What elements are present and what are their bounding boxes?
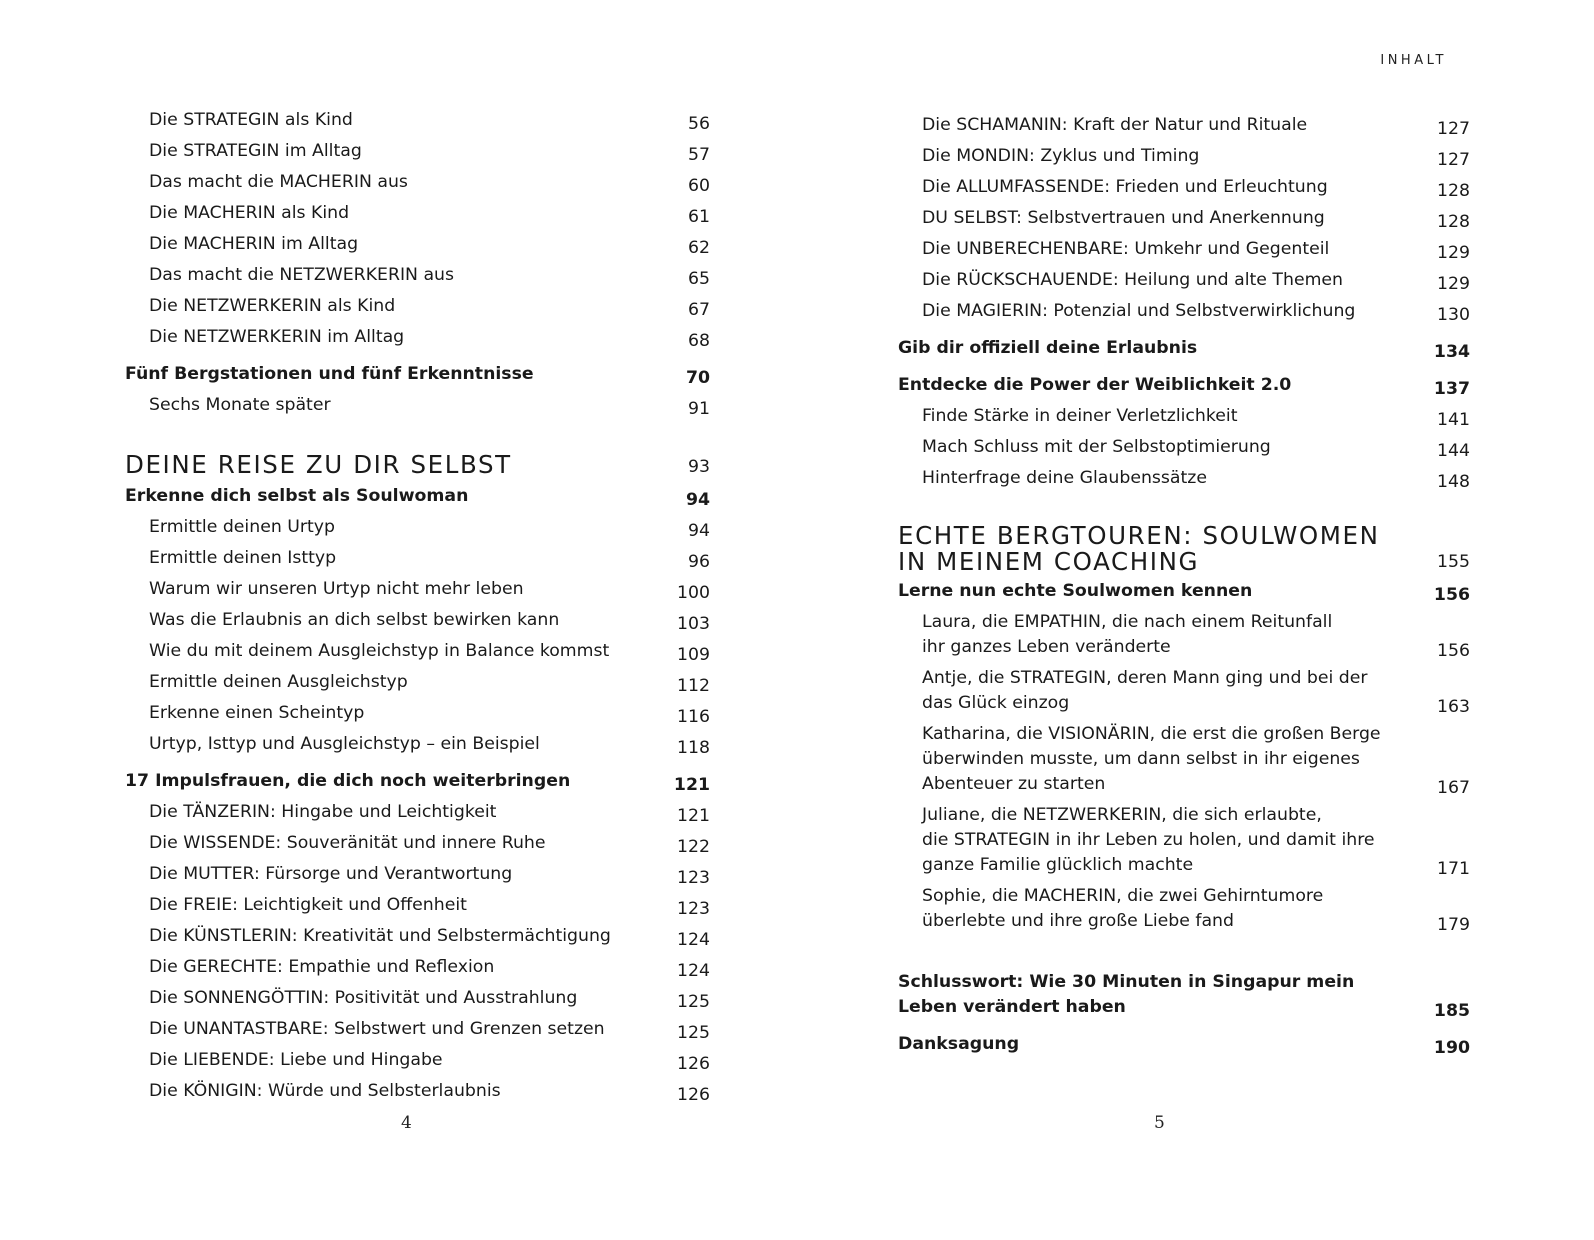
toc-entry-title: Katharina, die VISIONÄRIN, die erst die großen Berge überwinden musste, um dann selbst in ihr eigenes Abenteuer zu starten	[922, 724, 1381, 794]
toc-entry[interactable]	[125, 325, 710, 356]
toc-chapter-title: Danksagung	[898, 1034, 1020, 1054]
toc-chapter-entry[interactable]	[898, 970, 1470, 1026]
toc-entry-title: Wie du mit deinem Ausgleichstyp in Balance kommst	[149, 641, 610, 661]
toc-entry-title: Die UNANTASTBARE: Selbstwert und Grenzen setzen	[149, 1019, 605, 1039]
toc-entry-page: 124	[677, 930, 710, 950]
toc-entry-page: 171	[1437, 859, 1470, 879]
toc-entry[interactable]	[125, 1079, 710, 1110]
toc-entry[interactable]	[898, 237, 1470, 268]
toc-chapter-title: Erkenne dich selbst als Soulwoman	[125, 486, 469, 506]
toc-entry-page: 122	[677, 837, 710, 857]
toc-entry-page: 123	[677, 868, 710, 888]
toc-chapter-entry[interactable]	[125, 769, 710, 800]
toc-entry[interactable]	[125, 893, 710, 924]
toc-chapter-entry[interactable]	[125, 484, 710, 515]
toc-entry-page: 126	[677, 1054, 710, 1074]
toc-entry-page: 163	[1437, 697, 1470, 717]
toc-entry[interactable]	[125, 393, 710, 424]
toc-entry-page: 65	[688, 269, 710, 289]
toc-entry-title: Die NETZWERKERIN als Kind	[149, 296, 396, 316]
toc-entry[interactable]	[898, 466, 1470, 497]
toc-entry-page: 103	[677, 614, 710, 634]
toc-entry-title: Ermittle deinen Urtyp	[149, 517, 335, 537]
toc-entry-page: 116	[677, 707, 710, 727]
toc-entry[interactable]	[125, 170, 710, 201]
toc-entry-title: Die UNBERECHENBARE: Umkehr und Gegenteil	[922, 239, 1330, 259]
toc-entry-page: 56	[688, 114, 710, 134]
toc-entry-page: 61	[688, 207, 710, 227]
toc-entry[interactable]	[125, 263, 710, 294]
toc-entry-page: 70	[685, 368, 710, 388]
toc-entry[interactable]	[125, 201, 710, 232]
toc-entry[interactable]	[898, 299, 1470, 330]
table-of-contents-left	[125, 108, 710, 1110]
toc-entry[interactable]	[898, 803, 1470, 884]
toc-entry-title: Die MACHERIN als Kind	[149, 203, 350, 223]
toc-entry[interactable]	[125, 546, 710, 577]
toc-entry-page: 190	[1433, 1038, 1470, 1058]
toc-entry-page: 125	[677, 992, 710, 1012]
toc-entry-title: Ermittle deinen Isttyp	[149, 548, 337, 568]
toc-entry[interactable]	[898, 666, 1470, 722]
toc-entry[interactable]	[898, 144, 1470, 175]
toc-entry-title: Die MONDIN: Zyklus und Timing	[922, 146, 1200, 166]
table-of-contents-right	[898, 113, 1470, 1063]
toc-entry-page: 167	[1437, 778, 1470, 798]
toc-entry-title: Die KÖNIGIN: Würde und Selbsterlaubnis	[149, 1081, 501, 1101]
toc-entry-page: 179	[1437, 915, 1470, 935]
toc-chapter-title: Gib dir offiziell deine Erlaubnis	[898, 338, 1198, 358]
toc-entry-page: 125	[677, 1023, 710, 1043]
toc-entry-title: Die KÜNSTLERIN: Kreativität und Selbstermächtigung	[149, 926, 611, 946]
toc-entry-title: Die NETZWERKERIN im Alltag	[149, 327, 405, 347]
toc-entry[interactable]	[125, 639, 710, 670]
toc-entry[interactable]	[898, 884, 1470, 940]
toc-entry-page: 62	[688, 238, 710, 258]
toc-entry-page: 185	[1433, 1001, 1470, 1021]
toc-entry-page: 67	[688, 300, 710, 320]
toc-entry-title: Hinterfrage deine Glaubenssätze	[922, 468, 1207, 488]
toc-entry-page: 93	[688, 457, 710, 477]
toc-entry-title: Urtyp, Isttyp und Ausgleichstyp – ein Beispiel	[149, 734, 540, 754]
toc-entry[interactable]	[125, 1048, 710, 1079]
toc-entry[interactable]	[898, 206, 1470, 237]
toc-entry-page: 118	[677, 738, 710, 758]
toc-entry-title: Das macht die MACHERIN aus	[149, 172, 408, 192]
toc-entry-title: Die SONNENGÖTTIN: Positivität und Ausstrahlung	[149, 988, 578, 1008]
toc-entry[interactable]	[125, 608, 710, 639]
toc-entry-page: 123	[677, 899, 710, 919]
toc-entry-page: 128	[1437, 212, 1470, 232]
toc-entry-title: DU SELBST: Selbstvertrauen und Anerkennung	[922, 208, 1325, 228]
toc-entry[interactable]	[125, 515, 710, 546]
toc-entry-title: Die TÄNZERIN: Hingabe und Leichtigkeit	[149, 802, 497, 822]
toc-chapter-title: 17 Impulsfrauen, die dich noch weiterbringen	[125, 771, 571, 791]
toc-entry-page: 130	[1437, 305, 1470, 325]
running-head: INHALT	[1380, 53, 1447, 68]
toc-entry-title: Die MACHERIN im Alltag	[149, 234, 359, 254]
right-page	[797, 0, 1594, 1240]
toc-entry-page: 68	[688, 331, 710, 351]
toc-entry-page: 94	[688, 521, 710, 541]
toc-entry-page: 129	[1437, 274, 1470, 294]
toc-chapter-entry[interactable]	[898, 373, 1470, 404]
toc-entry-title: Laura, die EMPATHIN, die nach einem Reitunfall ihr ganzes Leben veränderte	[922, 612, 1333, 657]
toc-entry-title: Antje, die STRATEGIN, deren Mann ging und bei der das Glück einzog	[922, 668, 1368, 713]
toc-entry-page: 141	[1437, 410, 1470, 430]
toc-part-title: ECHTE BERGTOUREN: SOULWOMEN IN MEINEM COACHING	[898, 521, 1380, 576]
toc-entry-title: Die SCHAMANIN: Kraft der Natur und Rituale	[922, 115, 1308, 135]
toc-entry-title: Erkenne einen Scheintyp	[149, 703, 365, 723]
toc-entry[interactable]	[898, 268, 1470, 299]
toc-entry-page: 134	[1433, 342, 1470, 362]
toc-entry-page: 127	[1437, 119, 1470, 139]
toc-entry-title: Die GERECHTE: Empathie und Reflexion	[149, 957, 495, 977]
page-number: 4	[401, 1113, 412, 1133]
toc-entry-title: Die LIEBENDE: Liebe und Hingabe	[149, 1050, 443, 1070]
toc-entry-page: 148	[1437, 472, 1470, 492]
toc-entry[interactable]	[898, 435, 1470, 466]
toc-entry-title: Die FREIE: Leichtigkeit und Offenheit	[149, 895, 467, 915]
toc-entry-title: Mach Schluss mit der Selbstoptimierung	[922, 437, 1271, 457]
toc-entry[interactable]	[125, 108, 710, 139]
toc-entry-page: 156	[1433, 585, 1470, 605]
toc-chapter-entry[interactable]	[898, 336, 1470, 367]
toc-entry-title: Sechs Monate später	[149, 395, 331, 415]
toc-entry-page: 91	[688, 399, 710, 419]
toc-entry[interactable]	[898, 610, 1470, 666]
toc-entry[interactable]	[125, 139, 710, 170]
toc-entry-title: Die STRATEGIN im Alltag	[149, 141, 362, 161]
toc-entry-page: 144	[1437, 441, 1470, 461]
toc-entry-title: Ermittle deinen Ausgleichstyp	[149, 672, 408, 692]
toc-entry-page: 137	[1433, 379, 1470, 399]
toc-entry-title: Finde Stärke in deiner Verletzlichkeit	[922, 406, 1238, 426]
toc-entry-page: 127	[1437, 150, 1470, 170]
toc-entry-page: 156	[1437, 641, 1470, 661]
toc-entry[interactable]	[125, 670, 710, 701]
toc-entry-page: 109	[677, 645, 710, 665]
toc-entry[interactable]	[125, 800, 710, 831]
toc-entry[interactable]	[125, 955, 710, 986]
page-number: 5	[1154, 1113, 1165, 1133]
toc-entry[interactable]	[898, 722, 1470, 803]
toc-chapter-entry[interactable]	[898, 579, 1470, 610]
toc-entry-title: Die RÜCKSCHAUENDE: Heilung und alte Themen	[922, 270, 1343, 290]
toc-chapter-title: Entdecke die Power der Weiblichkeit 2.0	[898, 375, 1292, 395]
toc-entry[interactable]	[898, 113, 1470, 144]
toc-chapter-title: Fünf Bergstationen und fünf Erkenntnisse	[125, 364, 534, 384]
toc-part-heading[interactable]	[898, 519, 1470, 579]
toc-entry-title: Die MUTTER: Fürsorge und Verantwortung	[149, 864, 513, 884]
toc-entry-page: 112	[677, 676, 710, 696]
toc-chapter-entry[interactable]	[125, 362, 710, 393]
toc-entry-page: 96	[688, 552, 710, 572]
toc-entry[interactable]	[125, 294, 710, 325]
toc-entry-page: 126	[677, 1085, 710, 1105]
toc-entry-title: Was die Erlaubnis an dich selbst bewirken kann	[149, 610, 560, 630]
toc-entry-title: Sophie, die MACHERIN, die zwei Gehirntumore überlebte und ihre große Liebe fand	[922, 886, 1324, 931]
toc-entry-title: Die WISSENDE: Souveränität und innere Ruhe	[149, 833, 546, 853]
toc-entry-page: 100	[677, 583, 710, 603]
toc-entry[interactable]	[125, 924, 710, 955]
toc-part-title: DEINE REISE ZU DIR SELBST	[125, 450, 512, 479]
toc-entry-title: Das macht die NETZWERKERIN aus	[149, 265, 455, 285]
toc-entry-page: 155	[1437, 552, 1470, 572]
toc-chapter-title: Schlusswort: Wie 30 Minuten in Singapur mein Leben verändert haben	[898, 972, 1355, 1017]
toc-chapter-title: Lerne nun echte Soulwomen kennen	[898, 581, 1253, 601]
toc-part-heading[interactable]	[125, 446, 710, 484]
toc-entry-page: 128	[1437, 181, 1470, 201]
toc-entry-page: 60	[688, 176, 710, 196]
toc-entry-title: Juliane, die NETZWERKERIN, die sich erlaubte, die STRATEGIN in ihr Leben zu holen, und damit ihre ganze Familie glücklich machte	[922, 805, 1375, 875]
toc-entry[interactable]	[125, 232, 710, 263]
toc-entry[interactable]	[125, 577, 710, 608]
toc-entry[interactable]	[125, 831, 710, 862]
toc-entry-page: 124	[677, 961, 710, 981]
toc-chapter-entry[interactable]	[898, 1032, 1470, 1063]
toc-entry-page: 121	[673, 775, 710, 795]
toc-entry-page: 121	[677, 806, 710, 826]
toc-entry-title: Die ALLUMFASSENDE: Frieden und Erleuchtung	[922, 177, 1328, 197]
toc-entry-title: Warum wir unseren Urtyp nicht mehr leben	[149, 579, 524, 599]
toc-entry[interactable]	[125, 862, 710, 893]
toc-entry[interactable]	[898, 404, 1470, 435]
toc-entry[interactable]	[125, 1017, 710, 1048]
toc-entry-page: 94	[685, 490, 710, 510]
toc-entry[interactable]	[125, 701, 710, 732]
toc-entry[interactable]	[125, 986, 710, 1017]
toc-entry-page: 57	[688, 145, 710, 165]
toc-entry-page: 129	[1437, 243, 1470, 263]
toc-entry-title: Die STRATEGIN als Kind	[149, 110, 353, 130]
toc-entry-title: Die MAGIERIN: Potenzial und Selbstverwirklichung	[922, 301, 1356, 321]
toc-entry[interactable]	[125, 732, 710, 763]
toc-entry[interactable]	[898, 175, 1470, 206]
